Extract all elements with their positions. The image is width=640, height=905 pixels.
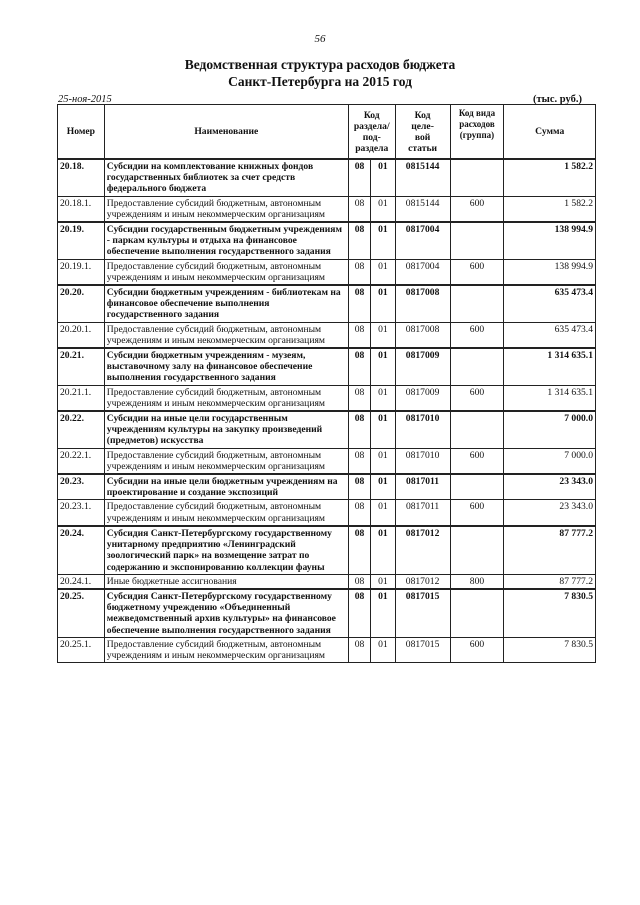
row-name: Предоставление субсидий бюджетным, автономным учреждениям и иным некоммерческим организациям <box>104 448 348 474</box>
row-target-code: 0817011 <box>395 500 450 526</box>
row-target-code: 0815144 <box>395 196 450 222</box>
table-row <box>58 574 596 589</box>
table-row <box>58 637 596 662</box>
row-section-code: 08 <box>348 637 370 662</box>
row-expense-type: 800 <box>450 574 504 589</box>
row-expense-type <box>450 526 504 574</box>
header-type-line: Код вида <box>458 108 496 118</box>
row-subsection-code: 01 <box>371 285 395 322</box>
row-target-code: 0817004 <box>395 222 450 259</box>
row-expense-type <box>450 159 504 196</box>
row-sum: 1 582.2 <box>504 159 596 196</box>
row-section-code: 08 <box>348 159 370 196</box>
row-sum: 635 473.4 <box>504 285 596 322</box>
units-label: (тыс. руб.) <box>533 94 582 105</box>
header-section-line: раздела <box>355 142 389 154</box>
row-expense-type <box>450 411 504 448</box>
row-subsection-code: 01 <box>371 259 395 285</box>
page-number: 56 <box>314 33 326 45</box>
row-subsection-code: 01 <box>371 637 395 662</box>
row-target-code: 0817012 <box>395 574 450 589</box>
row-sum: 138 994.9 <box>504 222 596 259</box>
row-subsection-code: 01 <box>371 574 395 589</box>
row-expense-type: 600 <box>450 448 504 474</box>
row-target-code: 0817008 <box>395 285 450 322</box>
row-name: Субсидии на иные цели государственным учреждениям культуры на закупку произведений (предметов) искусства <box>104 411 348 448</box>
row-target-code: 0817008 <box>395 322 450 348</box>
header-section-line: под- <box>362 131 381 143</box>
row-number: 20.23. <box>58 474 105 500</box>
row-target-code: 0817010 <box>395 411 450 448</box>
table-row <box>58 385 596 411</box>
row-sum: 7 830.5 <box>504 637 596 662</box>
row-number: 20.19. <box>58 222 105 259</box>
header-target-code <box>395 105 450 160</box>
row-number: 20.18. <box>58 159 105 196</box>
row-sum: 138 994.9 <box>504 259 596 285</box>
row-subsection-code: 01 <box>371 589 395 637</box>
row-sum: 87 777.2 <box>504 574 596 589</box>
row-target-code: 0817015 <box>395 637 450 662</box>
row-name: Иные бюджетные ассигнования <box>104 574 348 589</box>
row-sum: 23 343.0 <box>504 500 596 526</box>
row-number: 20.21.1. <box>58 385 105 411</box>
table-row <box>58 348 596 385</box>
row-name: Предоставление субсидий бюджетным, автономным учреждениям и иным некоммерческим организациям <box>104 637 348 662</box>
row-sum: 1 582.2 <box>504 196 596 222</box>
row-section-code: 08 <box>348 589 370 637</box>
row-target-code: 0817010 <box>395 448 450 474</box>
row-section-code: 08 <box>348 196 370 222</box>
header-sum: Сумма <box>504 105 596 160</box>
row-section-code: 08 <box>348 526 370 574</box>
row-expense-type: 600 <box>450 385 504 411</box>
row-expense-type: 600 <box>450 196 504 222</box>
row-section-code: 08 <box>348 222 370 259</box>
row-expense-type <box>450 589 504 637</box>
table-row <box>58 322 596 348</box>
table-row <box>58 259 596 285</box>
table-body <box>58 159 596 663</box>
row-subsection-code: 01 <box>371 448 395 474</box>
header-expense-type <box>450 105 504 160</box>
row-target-code: 0817011 <box>395 474 450 500</box>
row-expense-type: 600 <box>450 259 504 285</box>
row-expense-type <box>450 222 504 259</box>
row-section-code: 08 <box>348 500 370 526</box>
row-subsection-code: 01 <box>371 411 395 448</box>
row-number: 20.24. <box>58 526 105 574</box>
header-section-code <box>348 105 395 160</box>
row-subsection-code: 01 <box>371 474 395 500</box>
row-name: Предоставление субсидий бюджетным, автономным учреждениям и иным некоммерческим организациям <box>104 500 348 526</box>
row-section-code: 08 <box>348 448 370 474</box>
row-target-code: 0817009 <box>395 385 450 411</box>
row-section-code: 08 <box>348 322 370 348</box>
row-subsection-code: 01 <box>371 348 395 385</box>
row-expense-type <box>450 474 504 500</box>
row-subsection-code: 01 <box>371 159 395 196</box>
header-target-line: целе- <box>411 120 434 132</box>
row-name: Субсидии государственным бюджетным учреждениям - паркам культуры и отдыха на финансовое обеспечение выполнения государственного задания <box>104 222 348 259</box>
row-name: Субсидии на комплектование книжных фондов государственных библиотек за счет средств федерального бюджета <box>104 159 348 196</box>
header-target-line: вой <box>414 131 431 143</box>
table-row <box>58 196 596 222</box>
row-subsection-code: 01 <box>371 196 395 222</box>
row-section-code: 08 <box>348 348 370 385</box>
row-subsection-code: 01 <box>371 322 395 348</box>
row-name: Субсидии бюджетным учреждениям - музеям, выставочному залу на финансовое обеспечение выполнения государственного задания <box>104 348 348 385</box>
row-number: 20.23.1. <box>58 500 105 526</box>
header-section-line: раздела/ <box>353 120 390 132</box>
row-sum: 7 830.5 <box>504 589 596 637</box>
header-section-line: Код <box>363 109 380 121</box>
row-target-code: 0817004 <box>395 259 450 285</box>
document-title-line-2: Санкт-Петербурга на 2015 год <box>228 74 412 89</box>
row-target-code: 0815144 <box>395 159 450 196</box>
table-row <box>58 411 596 448</box>
row-section-code: 08 <box>348 411 370 448</box>
row-number: 20.20.1. <box>58 322 105 348</box>
row-section-code: 08 <box>348 474 370 500</box>
table-row <box>58 589 596 637</box>
row-expense-type: 600 <box>450 500 504 526</box>
row-expense-type: 600 <box>450 322 504 348</box>
row-number: 20.22.1. <box>58 448 105 474</box>
row-number: 20.20. <box>58 285 105 322</box>
row-subsection-code: 01 <box>371 526 395 574</box>
table-row <box>58 448 596 474</box>
header-type-line: расходов <box>459 119 495 129</box>
row-number: 20.18.1. <box>58 196 105 222</box>
document-title-line-1: Ведомственная структура расходов бюджета <box>184 57 456 72</box>
row-subsection-code: 01 <box>371 385 395 411</box>
row-name: Субсидии бюджетным учреждениям - библиотекам на финансовое обеспечение выполнения государственного задания <box>104 285 348 322</box>
table-row <box>58 222 596 259</box>
row-sum: 1 314 635.1 <box>504 385 596 411</box>
row-number: 20.21. <box>58 348 105 385</box>
table-row <box>58 474 596 500</box>
row-number: 20.22. <box>58 411 105 448</box>
row-name: Субсидия Санкт-Петербургскому государственному унитарному предприятию «Ленинградский зоологический парк» на возмещение затрат по содержанию и экспонированию коллекции фауны <box>104 526 348 574</box>
table-row <box>58 159 596 196</box>
row-sum: 23 343.0 <box>504 474 596 500</box>
header-number: Номер <box>58 105 105 160</box>
document-date: 25-ноя-2015 <box>58 94 112 105</box>
row-section-code: 08 <box>348 574 370 589</box>
row-target-code: 0817009 <box>395 348 450 385</box>
header-name: Наименование <box>104 105 348 160</box>
row-subsection-code: 01 <box>371 500 395 526</box>
row-sum: 635 473.4 <box>504 322 596 348</box>
row-section-code: 08 <box>348 385 370 411</box>
row-subsection-code: 01 <box>371 222 395 259</box>
header-target-line: статьи <box>408 142 438 154</box>
row-expense-type <box>450 348 504 385</box>
row-number: 20.24.1. <box>58 574 105 589</box>
header-target-line: Код <box>414 109 431 121</box>
row-target-code: 0817012 <box>395 526 450 574</box>
header-type-line: (группа) <box>459 130 495 140</box>
table-row <box>58 285 596 322</box>
table-row <box>58 500 596 526</box>
row-name: Субсидии на иные цели бюджетным учреждениям на проектирование и создание экспозиций <box>104 474 348 500</box>
row-name: Предоставление субсидий бюджетным, автономным учреждениям и иным некоммерческим организациям <box>104 196 348 222</box>
row-section-code: 08 <box>348 285 370 322</box>
row-sum: 7 000.0 <box>504 448 596 474</box>
row-sum: 1 314 635.1 <box>504 348 596 385</box>
row-name: Предоставление субсидий бюджетным, автономным учреждениям и иным некоммерческим организациям <box>104 322 348 348</box>
row-number: 20.19.1. <box>58 259 105 285</box>
row-sum: 87 777.2 <box>504 526 596 574</box>
row-target-code: 0817015 <box>395 589 450 637</box>
table-header <box>58 105 596 160</box>
row-number: 20.25.1. <box>58 637 105 662</box>
budget-table <box>57 104 596 663</box>
table-row <box>58 526 596 574</box>
row-name: Предоставление субсидий бюджетным, автономным учреждениям и иным некоммерческим организациям <box>104 385 348 411</box>
row-expense-type <box>450 285 504 322</box>
row-name: Субсидия Санкт-Петербургскому государственному бюджетному учреждению «Объединенный межведомственный архив культуры» на финансовое обеспечение выполнения государственного задания <box>104 589 348 637</box>
row-name: Предоставление субсидий бюджетным, автономным учреждениям и иным некоммерческим организациям <box>104 259 348 285</box>
row-number: 20.25. <box>58 589 105 637</box>
row-section-code: 08 <box>348 259 370 285</box>
row-sum: 7 000.0 <box>504 411 596 448</box>
row-expense-type: 600 <box>450 637 504 662</box>
